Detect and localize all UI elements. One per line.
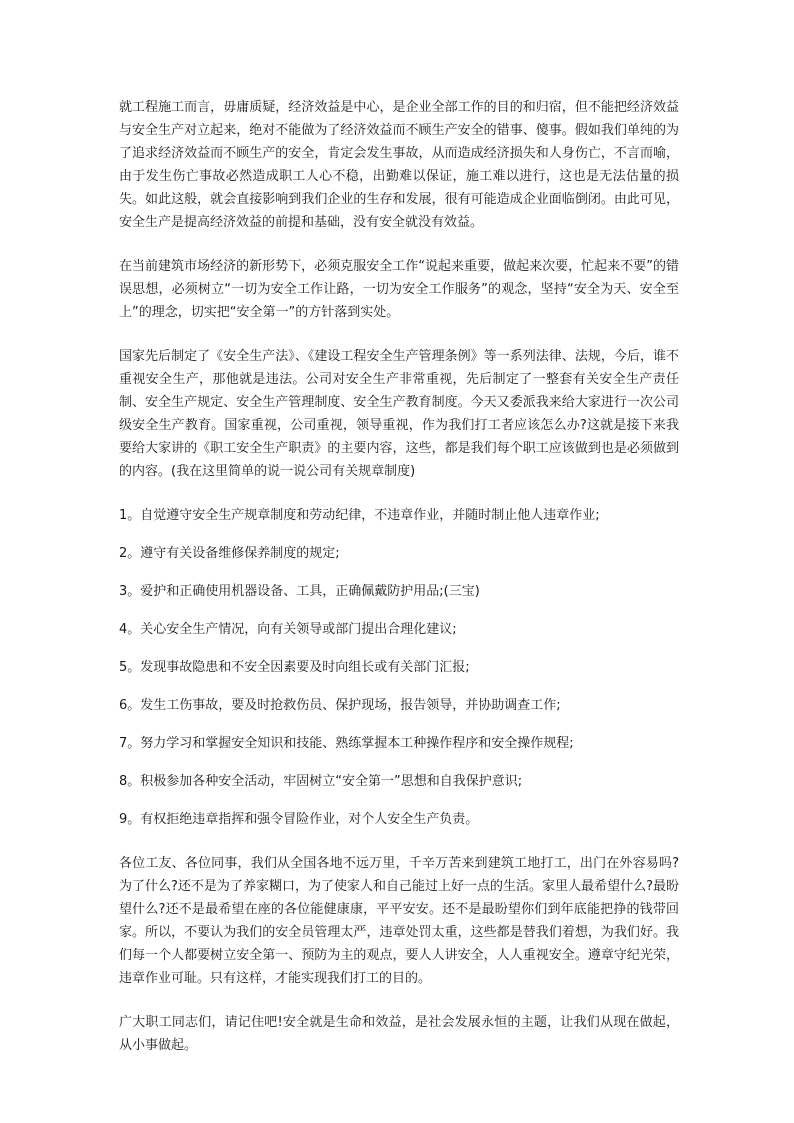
duties-list <box>119 504 679 831</box>
duty-item-3: 3。爱护和正确使用机器设备、工具，正确佩戴防护用品;(三宝) <box>119 584 480 599</box>
duty-item-7: 7。努力学习和掌握安全知识和技能、熟练掌握本工种操作程序和安全操作规程; <box>119 736 574 751</box>
duty-item-5: 5。发现事故隐患和不安全因素要及时向组长或有关部门汇报; <box>119 660 470 675</box>
paragraph-economic-benefit: 就工程施工而言，毋庸质疑，经济效益是中心，是企业全部工作的目的和归宿，但不能把经济效益与安全生产对立起来，绝对不能做为了经济效益而不顾生产安全的错事、傻事。假如我们单纯的为了追求经济效益而不顾生产的安全，肯定会发生事故，从而造成经济损失和人身伤亡，不言而喻，由于发生伤亡事故必然造成职工人心不稳，出勤难以保证，施工难以进行，这也是无法估量的损失。如此这般，就会直接影响到我们企业的生存和发展，很有可能造成企业面临倒闭。由此可见，安全生产是提高经济效益的前提和基础，没有安全就没有效益。 <box>119 100 679 230</box>
duty-item-8: 8。积极参加各种安全活动，牢固树立“安全第一”思想和自我保护意识; <box>119 774 523 789</box>
duty-item-2: 2。遵守有关设备维修保养制度的规定; <box>119 546 340 561</box>
duty-item-1: 1。自觉遵守安全生产规章制度和劳动纪律，不违章作业，并随时制止他人违章作业; <box>119 508 600 523</box>
paragraph-safety-first-thinking: 在当前建筑市场经济的新形势下，必须克服安全工作“说起来重要，做起来次要，忙起来不要”的错误思想，必须树立“一切为安全工作让路，一切为安全工作服务”的观念，坚持“安全为天、安全至上”的理念，切实把“安全第一”的方针落到实处。 <box>119 259 679 320</box>
paragraph-laws-and-regulations: 国家先后制定了《安全生产法》、《建设工程安全生产管理条例》等一系列法律、法规，今后，谁不重视安全生产，那他就是违法。公司对安全生产非常重视，先后制定了一整套有关安全生产责任制、安全生产规定、安全生产管理制度、安全生产教育制度。今天又委派我来给大家进行一次公司级安全生产教育。国家重视，公司重视，领导重视，作为我们打工者应该怎么办?这就是接下来我要给大家讲的《职工安全生产职责》的主要内容，这些，都是我们每个职工应该做到也是必须做到的内容。(我在这里简单的说一说公司有关规章制度) <box>119 349 679 479</box>
paragraph-closing-call: 广大职工同志们，请记住吧!安全就是生命和效益，是社会发展永恒的主题，让我们从现在做起，从小事做起。 <box>119 1015 679 1053</box>
duty-item-4: 4。关心安全生产情况，向有关领导或部门提出合理化建议; <box>119 622 457 637</box>
duty-item-9: 9。有权拒绝违章指挥和强令冒险作业，对个人安全生产负责。 <box>119 812 479 827</box>
duty-item-6: 6。发生工伤事故，要及时抢救伤员、保护现场，报告领导，并协助调查工作; <box>119 698 561 713</box>
document-page <box>119 96 679 1057</box>
paragraph-coworkers-appeal: 各位工友、各位同事，我们从全国各地不远万里，千辛万苦来到建筑工地打工，出门在外容易吗?为了什么?还不是为了养家糊口，为了使家人和自己能过上好一点的生活。家里人最希望什么?最盼望什么?还不是最希望在座的各位能健康康，平平安安。还不是最盼望你们到年底能把挣的钱带回家。所以，不要认为我们的安全员管理太严，违章处罚太重，这些都是替我们着想，为我们好。我们每一个人都要树立安全第一、预防为主的观点，要人人讲安全，人人重视安全。遵章守纪光荣，违章作业可耻。只有这样，才能实现我们打工的目的。 <box>119 856 679 986</box>
